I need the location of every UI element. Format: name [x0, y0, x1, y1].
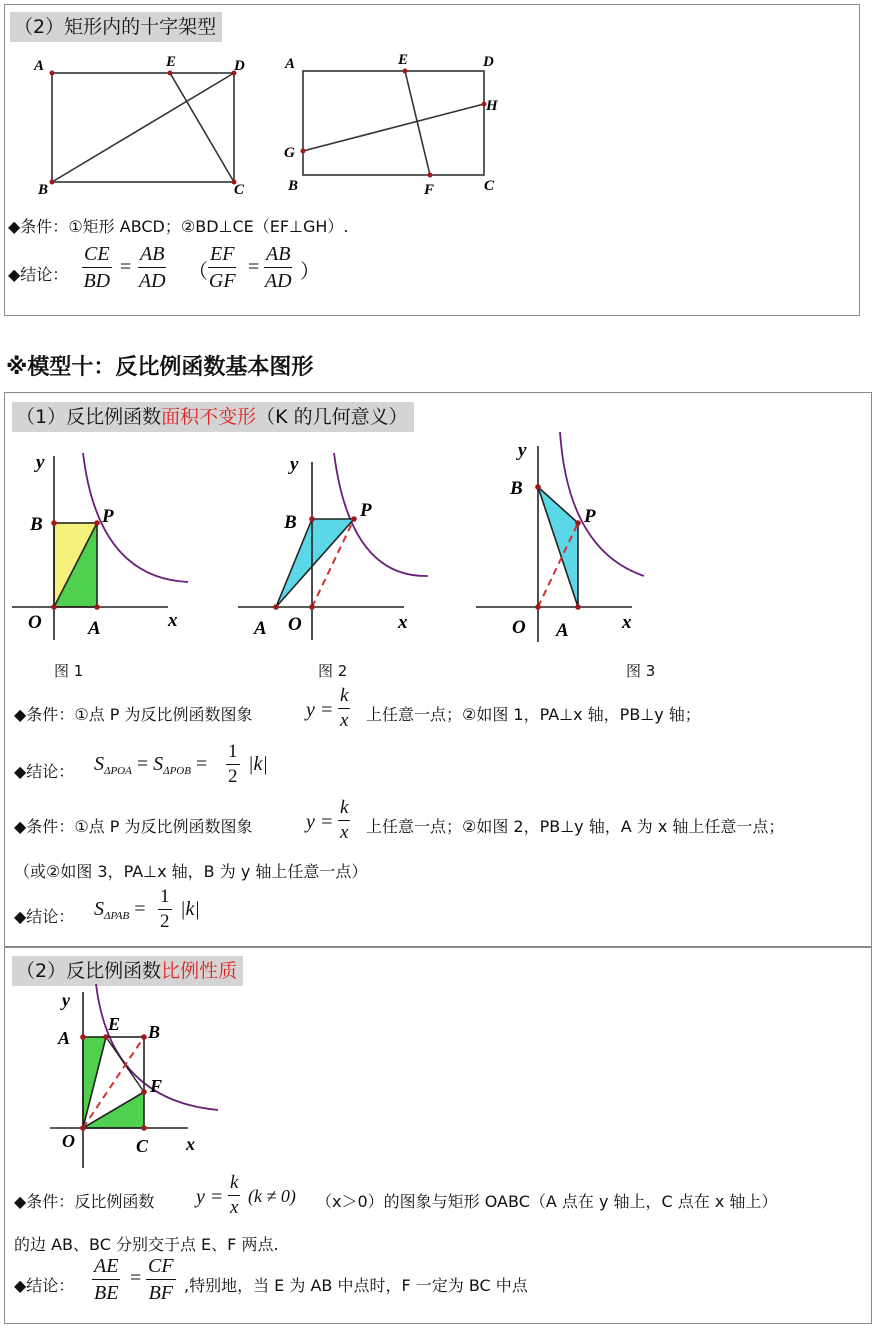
condition-1-rest: 上任意一点；②如图 1，PA⊥x 轴，PB⊥y 轴； — [366, 705, 701, 724]
condition-2: ◆条件：①点 P 为反比例函数图象 — [14, 817, 253, 836]
label-y: y — [290, 454, 299, 475]
label-C: C — [136, 1136, 149, 1156]
label-H: H — [486, 98, 498, 114]
label-B: B — [284, 512, 297, 533]
label-G: G — [284, 145, 295, 161]
condition-1: ◆条件：①点 P 为反比例函数图象 — [14, 705, 253, 724]
fraction-k-x: $\frac{k}{x}$ — [340, 797, 349, 843]
hyperbola-figure-1 — [8, 448, 208, 648]
label-A: A — [254, 618, 267, 639]
label-y: y — [36, 452, 45, 473]
conclusion-1-prefix: ◆结论： — [14, 762, 75, 781]
label-A: A — [285, 56, 296, 72]
model-title: ※模型十：反比例函数基本图形 — [6, 355, 314, 380]
label-x: x — [398, 612, 408, 633]
condition-text: ①矩形 ABCD；②BD⊥CE（EF⊥GH）. — [68, 217, 349, 236]
fraction-ab-ad: $\frac{AB}{AD}$ — [138, 243, 166, 292]
function-y: y = — [306, 699, 334, 721]
label-O: O — [62, 1131, 75, 1151]
function-y: y = — [306, 811, 334, 833]
condition-prefix: ◆条件： — [8, 217, 69, 236]
section2-header: （1）反比例函数面积不变形（K 的几何意义） — [12, 402, 414, 432]
hyperbola-figure-2 — [232, 448, 442, 648]
abs-k: |k| — [180, 898, 200, 920]
section3-header: （2）反比例函数比例性质 — [12, 956, 243, 986]
section1-header: （2）矩形内的十字架型 — [10, 12, 222, 42]
fraction-k-x: $\frac{k}{x}$ — [230, 1172, 239, 1218]
label-E: E — [398, 52, 409, 68]
section1-conclusion-prefix: ◆结论： — [8, 265, 69, 284]
label-B: B — [148, 1022, 161, 1042]
fraction-ab-ad-2: $\frac{AB}{AD}$ — [264, 243, 292, 292]
conclusion-2-prefix: ◆结论： — [14, 907, 75, 926]
ratio-figure — [40, 982, 230, 1172]
fraction-k-x: $\frac{k}{x}$ — [340, 685, 349, 731]
label-D: D — [234, 58, 245, 74]
conclusion-2-formula: $S_{\Delta PAB}$ = — [94, 898, 146, 922]
label-O: O — [288, 614, 302, 635]
label-A: A — [88, 618, 101, 639]
label-O: O — [512, 617, 526, 638]
figure-3-caption: 图 3 — [626, 662, 656, 680]
rect-figure-2 — [280, 48, 520, 203]
equals: = — [120, 256, 132, 278]
label-C: C — [234, 182, 245, 198]
condition-3-cont: 的边 AB、BC 分别交于点 E、F 两点. — [14, 1235, 279, 1254]
condition-2-alt: （或②如图 3，PA⊥x 轴，B 为 y 轴上任意一点） — [14, 862, 368, 881]
label-E: E — [166, 54, 177, 70]
label-P: P — [102, 506, 114, 527]
fraction-one-half: $\frac{1}{2}$ — [228, 741, 238, 787]
label-C: C — [484, 178, 495, 194]
condition-3-rest: （x＞0）的图象与矩形 OABC（A 点在 y 轴上，C 点在 x 轴上） — [316, 1192, 778, 1211]
label-D: D — [483, 54, 494, 70]
section1-condition — [8, 214, 349, 237]
condition-2-rest: 上任意一点；②如图 2，PB⊥y 轴，A 为 x 轴上任意一点； — [366, 817, 785, 836]
label-F: F — [424, 182, 435, 198]
label-B: B — [38, 182, 49, 198]
label-P: P — [584, 506, 596, 527]
fraction-ce-bd: $\frac{CE}{BD}$ — [83, 243, 111, 292]
k-condition: (k ≠ 0) — [248, 1186, 296, 1206]
condition-3: ◆条件：反比例函数 — [14, 1192, 155, 1211]
label-O: O — [28, 612, 42, 633]
right-paren: ） — [300, 261, 320, 283]
label-B: B — [30, 514, 43, 535]
label-F: F — [150, 1076, 163, 1096]
fraction-ae-be: $\frac{AE}{BE}$ — [94, 1255, 119, 1304]
label-B: B — [510, 478, 523, 499]
equals: = — [248, 256, 260, 278]
fraction-cf-bf: $\frac{CF}{BF}$ — [148, 1255, 174, 1304]
figure-1-caption: 图 1 — [54, 662, 84, 680]
figure-2-caption: 图 2 — [318, 662, 348, 680]
conclusion-3-prefix: ◆结论： — [14, 1276, 75, 1295]
rect-figure-1 — [20, 48, 260, 203]
label-x: x — [622, 612, 632, 633]
equals: = — [130, 1267, 142, 1289]
label-A: A — [34, 58, 45, 74]
label-y: y — [62, 990, 70, 1010]
function-y: y = — [196, 1186, 224, 1208]
fraction-ef-gf: $\frac{EF}{GF}$ — [208, 243, 236, 292]
label-x: x — [168, 610, 178, 631]
label-y: y — [518, 440, 527, 461]
hyperbola-figure-3 — [472, 430, 672, 650]
conclusion-3-text: ,特别地，当 E 为 AB 中点时，F 一定为 BC 中点 — [184, 1276, 528, 1295]
label-E: E — [108, 1014, 121, 1034]
label-P: P — [360, 500, 372, 521]
label-B: B — [288, 178, 299, 194]
label-A: A — [556, 620, 569, 641]
conclusion-1-formula: $S_{\Delta POA} = S_{\Delta POB}$ = — [94, 753, 208, 777]
label-x: x — [186, 1134, 195, 1154]
abs-k: |k| — [248, 753, 268, 775]
label-A: A — [58, 1028, 71, 1048]
fraction-one-half: $\frac{1}{2}$ — [160, 886, 170, 932]
left-paren: （ — [188, 261, 208, 283]
